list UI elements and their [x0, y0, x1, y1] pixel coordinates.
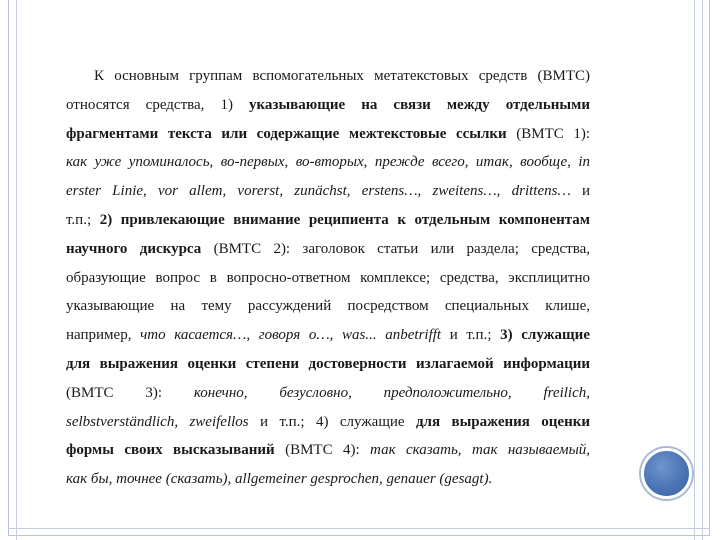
text-segment: (ВМТС 3): — [66, 384, 194, 401]
text-segment: образующие вопрос в вопросно-ответном комплексе; средства, эксплицитно — [66, 269, 590, 286]
text-segment: для выражения оценки — [415, 413, 590, 430]
text-segment: как уже упоминалось, во-первых, во-вторых, прежде всего, итак, вообще, in — [66, 154, 590, 171]
text-segment: и т.п.; 4) служащие — [248, 413, 416, 430]
text-line — [66, 379, 590, 408]
text-line — [66, 148, 590, 177]
frame-line-bottom — [8, 528, 710, 529]
text-segment: К основным группам вспомогательных метатекстовых средств (ВМТС) — [94, 68, 590, 84]
text-segment: научного дискурса — [66, 240, 202, 257]
text-segment: указывающие на связи между отдельными — [249, 96, 590, 113]
text-line — [66, 120, 590, 149]
text-line — [66, 436, 590, 465]
text-segment: например, — [66, 327, 141, 344]
text-segment: для выражения оценки степени достоверности излагаемой информации — [66, 355, 590, 372]
text-segment: как бы, точнее (сказать), allgemeiner gesprochen, genauer (gesagt). — [66, 471, 493, 488]
text-segment: указывающие на тему рассуждений посредством специальных клише, — [66, 298, 590, 315]
text-segment: erster Linie, vor allem, vorerst, zunächst, erstens…, zweitens…, drittens… — [66, 183, 571, 200]
text-line — [66, 206, 590, 235]
text-segment: 3) служащие — [500, 327, 590, 344]
frame-line-right-inner — [694, 0, 695, 540]
text-segment: 2) привлекающие внимание реципиента к отдельным компонентам — [99, 211, 590, 228]
frame-line-right-outer — [702, 0, 703, 540]
text-segment: что касается…, говоря о…, was... anbetrifft — [140, 327, 442, 344]
text-line — [66, 465, 590, 494]
text-segment: так сказать, так называемый, — [370, 442, 590, 459]
decorative-circle — [641, 448, 692, 499]
frame-line-left — [16, 0, 17, 540]
text-segment: фрагментами текста или содержащие межтекстовые ссылки — [66, 125, 507, 142]
text-line — [66, 62, 590, 91]
text-line — [66, 350, 590, 379]
text-line — [66, 91, 590, 120]
text-line — [66, 408, 590, 437]
text-segment: и т.п.; — [441, 327, 501, 344]
text-line — [66, 321, 590, 350]
text-segment: (ВМТС 4): — [274, 442, 371, 459]
text-line — [66, 292, 590, 321]
text-segment: (ВМТС 1): — [506, 125, 590, 142]
document-paragraph — [66, 62, 590, 494]
text-segment: и — [570, 183, 590, 200]
text-segment: selbstverständlich, zweifellos — [66, 413, 249, 430]
text-segment: конечно, безусловно, предположительно, freilich, — [193, 384, 590, 401]
text-segment: (ВМТС 2): заголовок статьи или раздела; средства, — [201, 240, 590, 257]
text-line — [66, 264, 590, 293]
text-segment: формы своих высказываний — [66, 442, 275, 459]
text-line — [66, 235, 590, 264]
text-line — [66, 177, 590, 206]
text-segment: относятся средства, 1) — [66, 96, 250, 113]
text-segment: т.п.; — [66, 211, 100, 228]
